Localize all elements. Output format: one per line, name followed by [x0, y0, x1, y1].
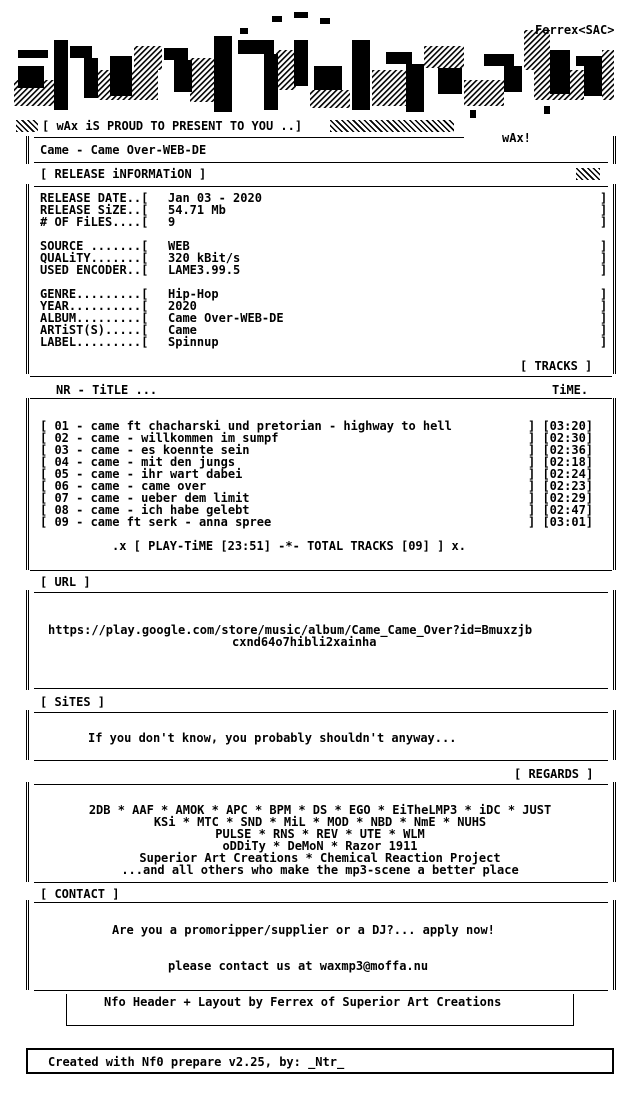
info-bracket: ] [600, 287, 608, 301]
info-value: Came [168, 323, 197, 337]
created-text: Created with Nf0 prepare v2.25, by: _Ntr_ [48, 1055, 345, 1069]
info-value: Hip-Hop [168, 287, 219, 301]
contact-frame [26, 900, 616, 990]
info-bracket: ] [600, 215, 608, 229]
info-label: ARTiST(S).....[ [40, 323, 149, 337]
info-label: # OF FiLES....[ [40, 215, 149, 229]
info-bracket: ] [600, 239, 608, 253]
track-time: ] [03:01] [528, 515, 594, 529]
credit-tag: Ferrex<SAC> [535, 23, 615, 37]
info-value: 54.71 Mb [168, 203, 226, 217]
info-label: YEAR..........[ [40, 299, 149, 313]
regards-line: Superior Art Creations * Chemical Reaction Project [139, 851, 501, 865]
sites-text: If you don't know, you probably shouldn't anyway... [88, 731, 457, 745]
track-row: [ 04 - came - mit den jungs [40, 455, 236, 469]
tracklist-head-title: NR - TiTLE ... [56, 383, 158, 397]
track-row: [ 06 - came - came over [40, 479, 207, 493]
info-bracket: ] [600, 191, 608, 205]
info-bracket: ] [600, 323, 608, 337]
track-time: ] [02:24] [528, 467, 594, 481]
info-bracket: ] [600, 263, 608, 277]
track-row: [ 03 - came - es koennte sein [40, 443, 250, 457]
info-value: LAME3.99.5 [168, 263, 241, 277]
sites-header: [ SiTES ] [40, 695, 106, 709]
track-row: [ 08 - came - ich habe gelebt [40, 503, 250, 517]
info-label: QUALiTY.......[ [40, 251, 149, 265]
regards-line: KSi * MTC * SND * MiL * MOD * NBD * NmE * NUHS [153, 815, 487, 829]
info-value: 9 [168, 215, 176, 229]
regards-line: ...and all others who make the mp3-scene a better place [121, 863, 519, 877]
info-value: 2020 [168, 299, 197, 313]
hatch-decoration [330, 120, 454, 132]
release-name: Came - Came Over-WEB-DE [40, 143, 207, 157]
release-info-header: [ RELEASE iNFORMATiON ] [40, 167, 207, 181]
info-label: RELEASE DATE..[ [40, 191, 149, 205]
info-value: 320 kBit/s [168, 251, 241, 265]
info-bracket: ] [600, 299, 608, 313]
info-bracket: ] [600, 311, 608, 325]
regards-line: oDDiTy * DeMoN * Razor 1911 [222, 839, 418, 853]
info-label: GENRE.........[ [40, 287, 149, 301]
info-label: USED ENCODER..[ [40, 263, 149, 277]
url-header: [ URL ] [40, 575, 91, 589]
wax-logo [14, 10, 614, 120]
logo-tag: wAx! [502, 131, 531, 145]
info-label: SOURCE .......[ [40, 239, 149, 253]
track-time: ] [02:30] [528, 431, 594, 445]
track-row: [ 01 - came ft chacharski und pretorian - highway to hell [40, 419, 452, 433]
track-row: [ 09 - came ft serk - anna spree [40, 515, 272, 529]
track-row: [ 07 - came - ueber dem limit [40, 491, 250, 505]
info-label: LABEL.........[ [40, 335, 149, 349]
info-bracket: ] [600, 335, 608, 349]
tracklist-head-time: TiME. [552, 383, 589, 397]
track-row: [ 05 - came - ihr wart dabei [40, 467, 243, 481]
hatch-decoration [16, 120, 38, 132]
info-label: RELEASE SiZE..[ [40, 203, 149, 217]
url-line-1: https://play.google.com/store/music/album/Came_Came_Over?id=Bmuxzjb [48, 623, 533, 637]
info-bracket: ] [600, 251, 608, 265]
info-bracket: ] [600, 203, 608, 217]
contact-line-1: Are you a promoripper/supplier or a DJ?... apply now! [112, 923, 495, 937]
track-row: [ 02 - came - willkommen im sumpf [40, 431, 279, 445]
footer-credit: Nfo Header + Layout by Ferrex of Superior Art Creations [104, 995, 502, 1009]
url-line-2: cxnd64o7hibli2xainha [232, 635, 377, 649]
track-time: ] [03:20] [528, 419, 594, 433]
info-value: Came Over-WEB-DE [168, 311, 284, 325]
regards-line: PULSE * RNS * REV * UTE * WLM [215, 827, 425, 841]
intro-text: [ wAx iS PROUD TO PRESENT TO YOU ..] [42, 119, 303, 133]
track-time: ] [02:29] [528, 491, 594, 505]
contact-header: [ CONTACT ] [40, 887, 120, 901]
regards-line: 2DB * AAF * AMOK * APC * BPM * DS * EGO * EiTheLMP3 * iDC * JUST [88, 803, 552, 817]
track-time: ] [02:18] [528, 455, 594, 469]
track-time: ] [02:36] [528, 443, 594, 457]
info-value: Jan 03 - 2020 [168, 191, 262, 205]
total-line: .x [ PLAY-TiME [23:51] -*- TOTAL TRACKS [09] ] x. [112, 539, 467, 553]
info-value: Spinnup [168, 335, 219, 349]
track-time: ] [02:23] [528, 479, 594, 493]
tracks-header: [ TRACKS ] [520, 359, 593, 373]
regards-header: [ REGARDS ] [514, 767, 594, 781]
info-value: WEB [168, 239, 190, 253]
contact-line-2: please contact us at waxmp3@moffa.nu [168, 959, 429, 973]
track-time: ] [02:47] [528, 503, 594, 517]
info-label: ALBUM.........[ [40, 311, 149, 325]
hatch-decoration [576, 168, 600, 180]
